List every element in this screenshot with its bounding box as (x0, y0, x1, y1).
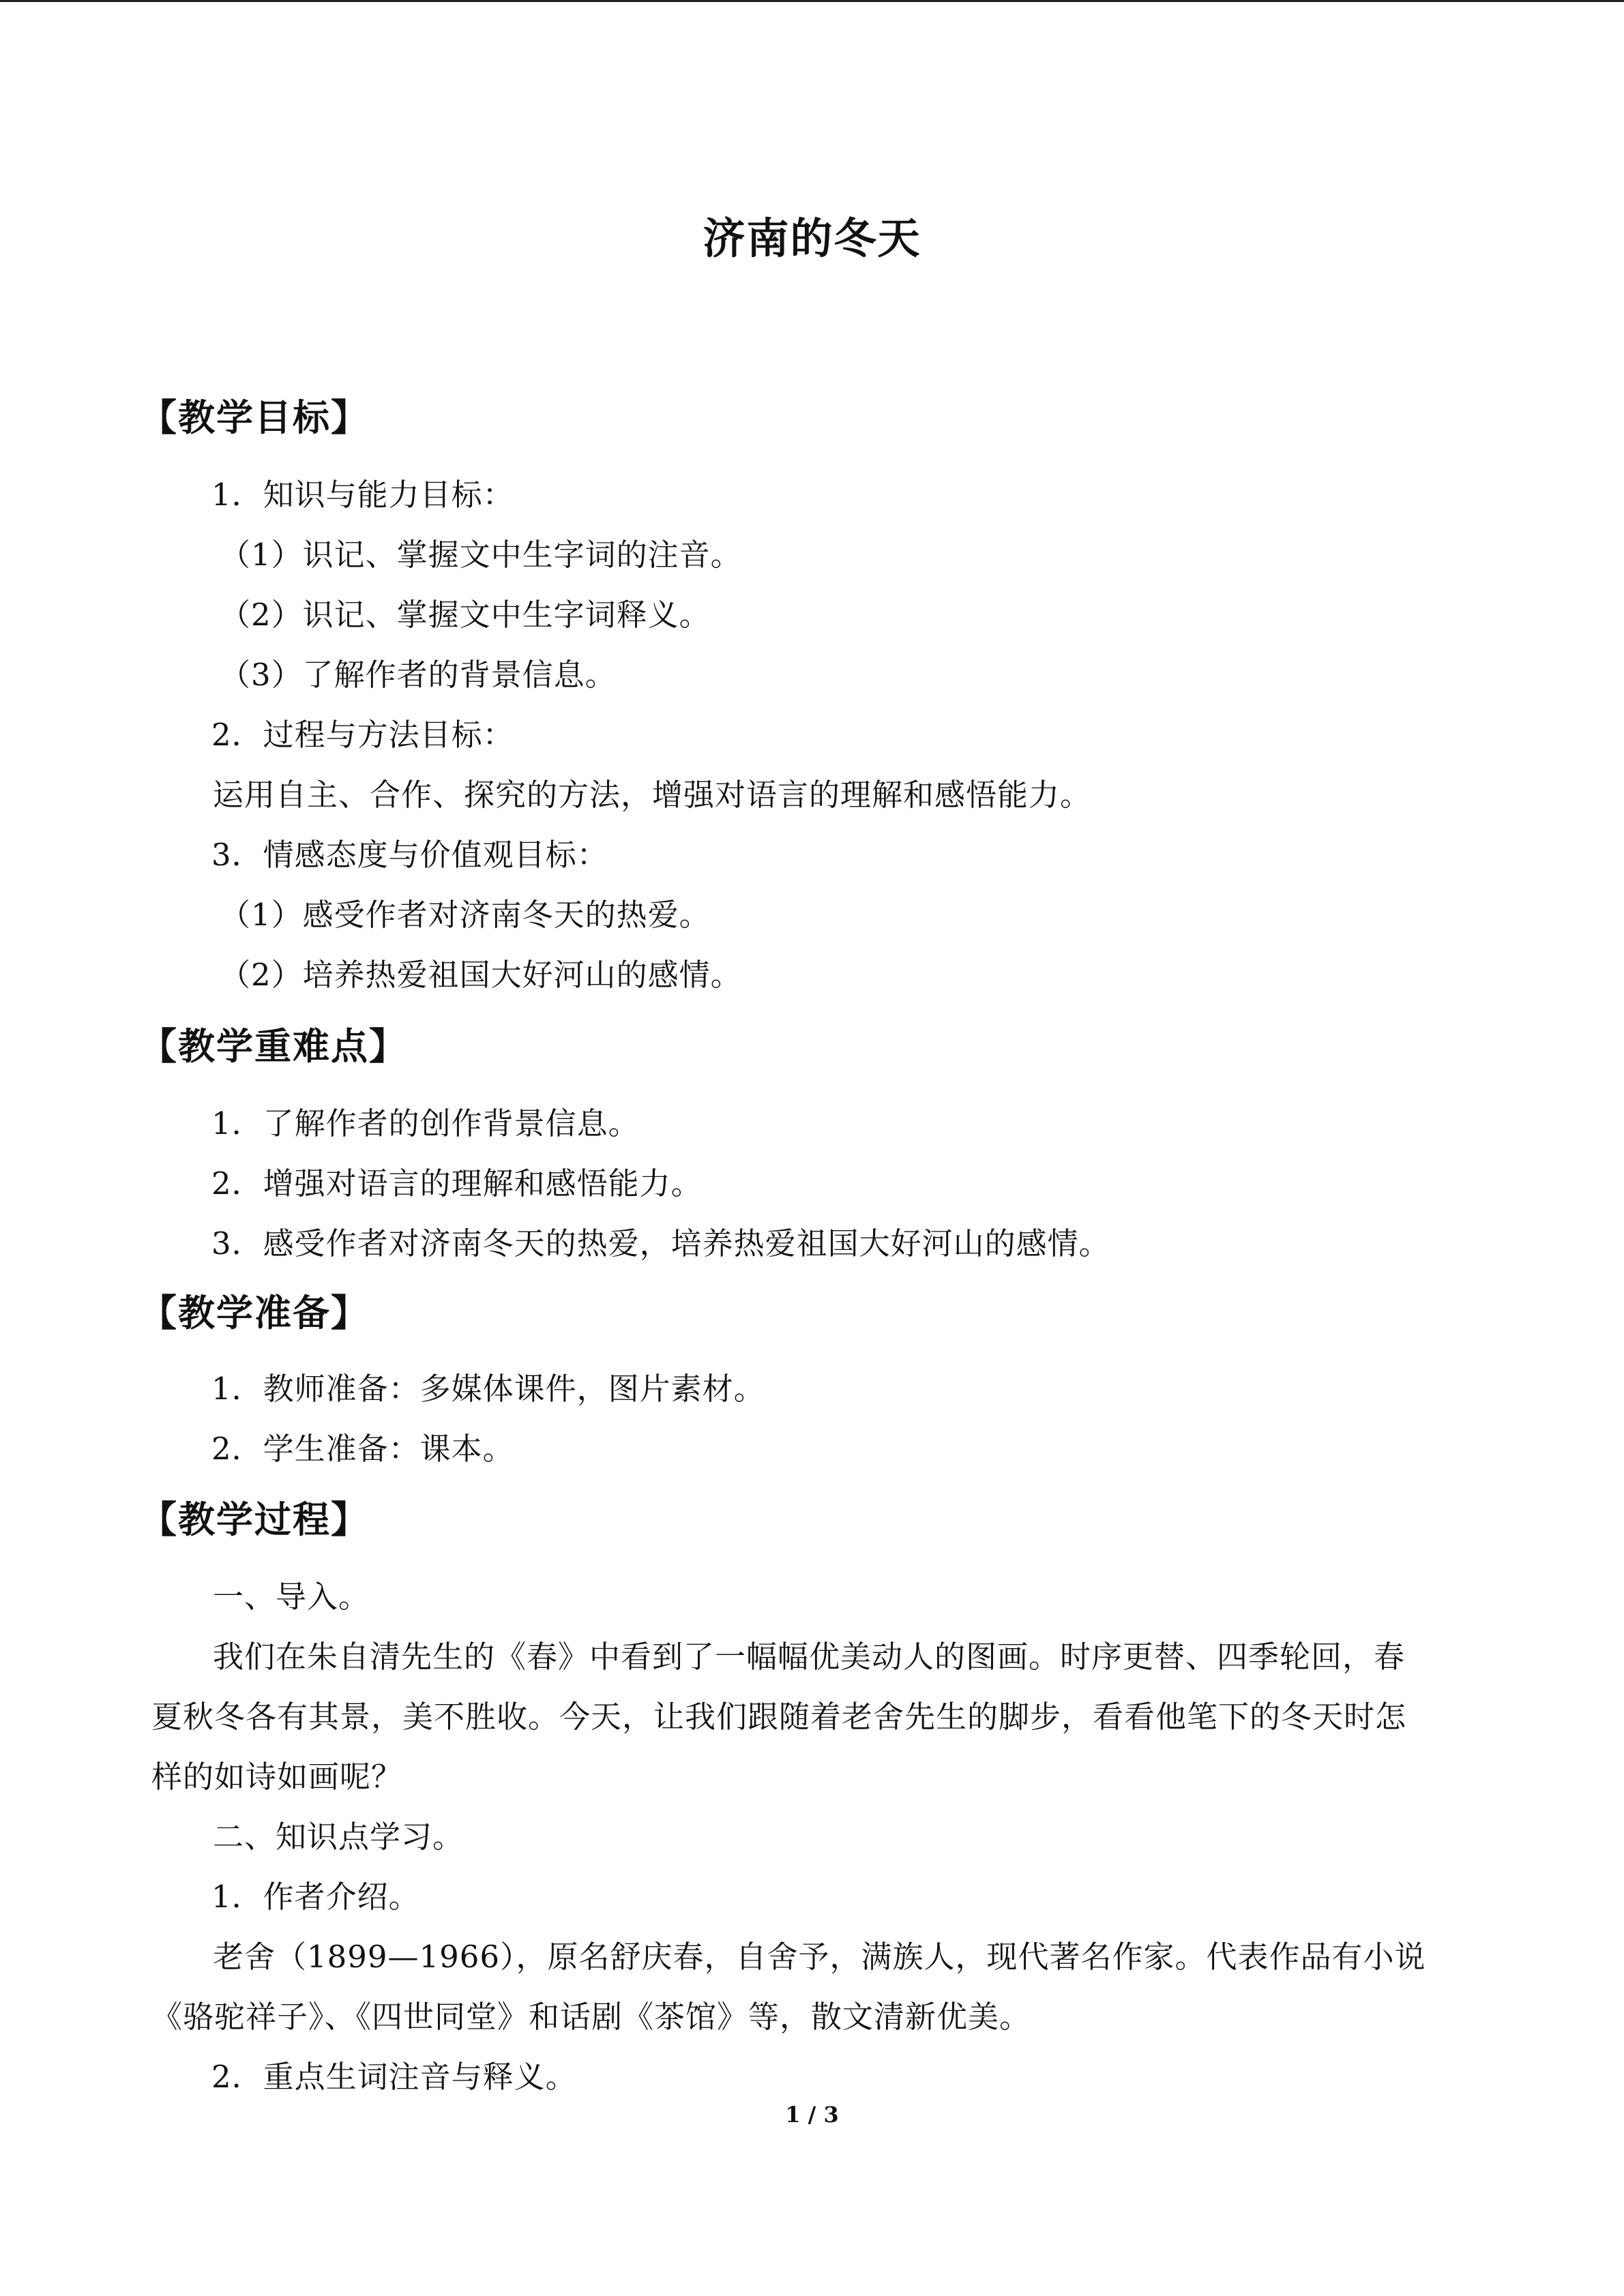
process-line-6: 1．作者介绍。 (211, 1879, 420, 1915)
goals-line-6: 运用自主、合作、探究的方法，增强对语言的理解和感悟能力。 (213, 777, 1092, 813)
key-points-line-1: 1．了解作者的创作背景信息。 (211, 1105, 640, 1142)
goals-line-8: （1）感受作者对济南冬天的热爱。 (220, 897, 711, 933)
goals-line-4: （3）了解作者的背景信息。 (220, 657, 617, 693)
key-points-line-2: 2．增强对语言的理解和感悟能力。 (211, 1165, 703, 1202)
process-paragraph-line-1: 我们在朱自清先生的《春》中看到了一幅幅优美动人的图画。时序更替、四季轮回，春 (213, 1639, 1406, 1675)
process-paragraph-line-2: 夏秋冬各有其景，美不胜收。今天，让我们跟随着老舍先生的脚步，看看他笔下的冬天时怎 (151, 1699, 1407, 1735)
section-heading-key-points: 【教学重难点】 (140, 1024, 407, 1068)
section-heading-preparation: 【教学准备】 (140, 1291, 369, 1335)
preparation-line-2: 2．学生准备：课本。 (211, 1431, 514, 1467)
process-line-1: 一、导入。 (213, 1579, 370, 1615)
goals-line-7: 3．情感态度与价值观目标： (211, 837, 608, 873)
process-paragraph-line-3: 样的如诗如画呢？ (151, 1759, 403, 1795)
section-heading-goals: 【教学目标】 (140, 396, 369, 439)
goals-line-9: （2）培养热爱祖国大好河山的感情。 (220, 957, 742, 993)
author-paragraph-line-2: 《骆驼祥子》、《四世同堂》和话剧《茶馆》等，散文清新优美。 (151, 1999, 1031, 2035)
page-number: 1 / 3 (785, 2102, 839, 2128)
goals-line-2: （1）识记、掌握文中生字词的注音。 (220, 537, 742, 573)
author-paragraph-line-1: 老舍（1899—1966），原名舒庆春，自舍予，满族人，现代著名作家。代表作品有小说 (213, 1939, 1426, 1975)
section-heading-process: 【教学过程】 (140, 1497, 369, 1541)
preparation-line-1: 1．教师准备：多媒体课件，图片素材。 (211, 1371, 765, 1407)
goals-line-5: 2．过程与方法目标： (211, 717, 514, 753)
goals-line-1: 1．知识与能力目标： (211, 477, 514, 513)
key-points-line-3: 3．感受作者对济南冬天的热爱，培养热爱祖国大好河山的感情。 (211, 1225, 1110, 1262)
page-top-border (0, 0, 1624, 2)
process-line-5: 二、知识点学习。 (213, 1819, 464, 1855)
document-title: 济南的冬天 (703, 213, 921, 263)
process-line-9: 2．重点生词注音与释义。 (211, 2059, 577, 2095)
goals-line-3: （2）识记、掌握文中生字词释义。 (220, 597, 711, 633)
